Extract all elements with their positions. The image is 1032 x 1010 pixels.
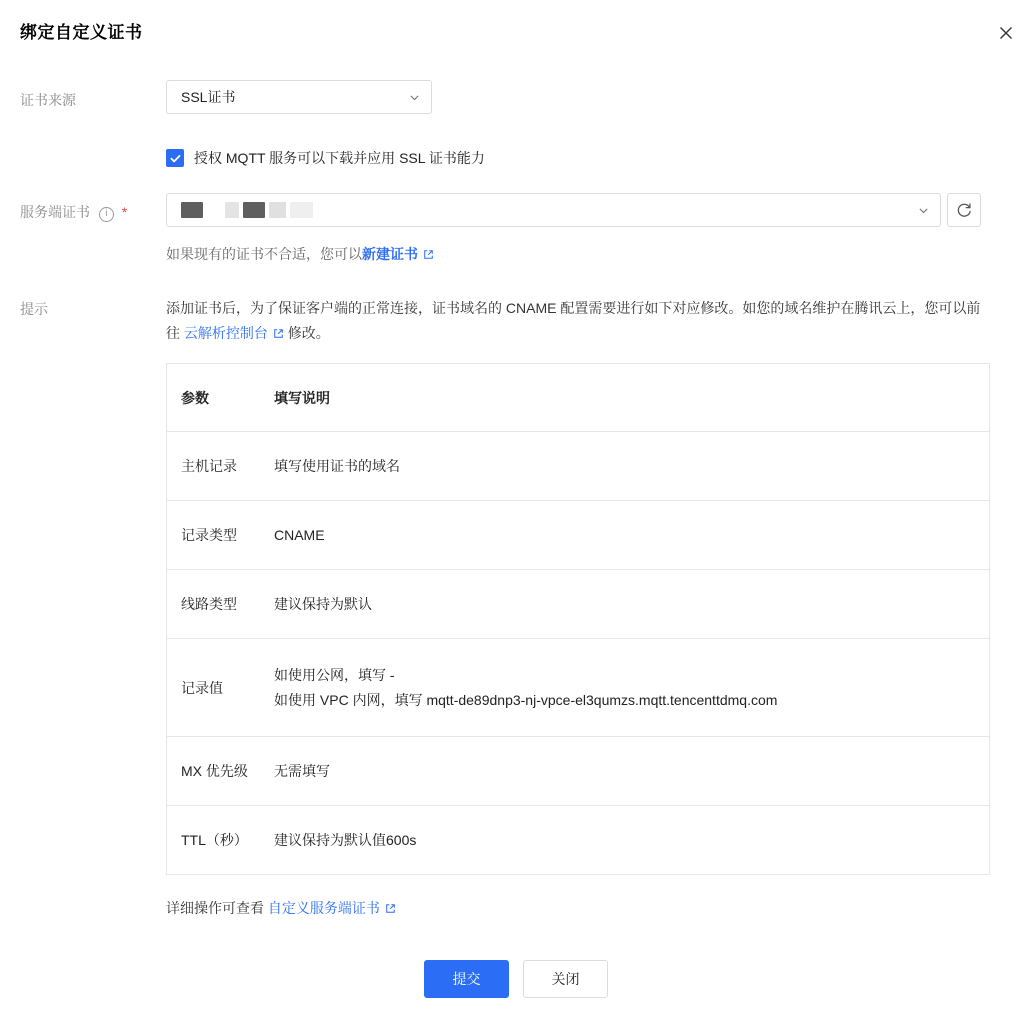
chevron-down-icon [407, 90, 421, 104]
record-value-vpc-prefix: 如使用 VPC 内网，填写 [274, 691, 427, 708]
tip-label: 提示 [20, 301, 48, 317]
refresh-icon[interactable] [947, 193, 981, 227]
certificate-source-select[interactable] [166, 80, 432, 114]
table-cell-param: 主机记录 [181, 458, 237, 474]
table-cell-desc [274, 651, 989, 725]
record-value-vpc-domain: mqtt-de89dnp3-nj-vpce-el3qumzs.mqtt.tencenttdmq.com [426, 691, 778, 708]
table-row [167, 501, 989, 570]
table-cell-desc: 无需填写 [274, 763, 330, 779]
custom-server-certificate-link[interactable]: 自定义服务端证书 [267, 900, 380, 916]
certificate-source-label: 证书来源 [20, 92, 76, 108]
external-link-icon [423, 247, 434, 258]
table-cell-param: 线路类型 [181, 596, 237, 612]
close-button[interactable]: 关闭 [523, 960, 608, 998]
cname-config-table [166, 363, 990, 875]
table-cell-param: 记录值 [181, 679, 223, 696]
table-header-row [167, 364, 989, 432]
chevron-down-icon [916, 203, 930, 217]
server-certificate-select[interactable] [166, 193, 941, 227]
create-certificate-link[interactable]: 新建证书 [362, 246, 418, 262]
create-certificate-hint [166, 244, 434, 264]
table-row [167, 432, 989, 501]
table-header-desc: 填写说明 [274, 389, 330, 406]
server-certificate-value-redacted [181, 202, 916, 218]
table-cell-desc: 建议保持为默认值600s [274, 832, 417, 848]
close-icon[interactable] [992, 19, 1020, 47]
create-certificate-hint-text: 如果现有的证书不合适，您可以 [166, 246, 362, 262]
tip-text-part2: 修改。 [283, 325, 330, 341]
external-link-icon [385, 901, 396, 912]
submit-button[interactable]: 提交 [424, 960, 509, 998]
page-title: 绑定自定义证书 [20, 23, 143, 42]
record-value-public: 如使用公网，填写 - [274, 666, 395, 683]
detail-doc-line [166, 898, 396, 918]
record-value-vpc [274, 688, 989, 713]
authorize-mqtt-label: 授权 MQTT 服务可以下载并应用 SSL 证书能力 [194, 150, 485, 166]
external-link-icon [273, 322, 284, 333]
checkbox-checked-icon[interactable] [166, 149, 184, 167]
detail-doc-prefix: 详细操作可查看 [166, 900, 268, 916]
table-row [167, 737, 989, 806]
table-cell-param: MX 优先级 [181, 763, 248, 779]
server-certificate-label [20, 202, 127, 222]
table-cell-param: 记录类型 [181, 527, 237, 543]
tip-text [166, 296, 994, 346]
table-cell-desc: 填写使用证书的域名 [274, 458, 400, 474]
table-cell-desc: CNAME [274, 527, 325, 543]
table-row [167, 570, 989, 639]
authorize-mqtt-checkbox-row[interactable] [166, 148, 485, 168]
table-cell-desc: 建议保持为默认 [274, 596, 372, 612]
table-header-param: 参数 [181, 389, 209, 406]
table-row [167, 806, 989, 875]
table-row [167, 639, 989, 737]
dialog-footer [0, 960, 1032, 998]
server-certificate-label-text: 服务端证书 [20, 204, 90, 220]
certificate-source-value: SSL证书 [181, 89, 236, 105]
tip-text-part1: 添加证书后，为了保证客户端的正常连接，证书域名的 CNAME 配置需要进行如下对应修改。如您的域名维护在腾讯云上，您可以前往 [166, 300, 981, 341]
info-icon[interactable]: i [99, 207, 114, 222]
required-marker: * [121, 204, 128, 220]
table-cell-param: TTL（秒） [181, 832, 248, 848]
dns-console-link[interactable]: 云解析控制台 [183, 325, 268, 341]
